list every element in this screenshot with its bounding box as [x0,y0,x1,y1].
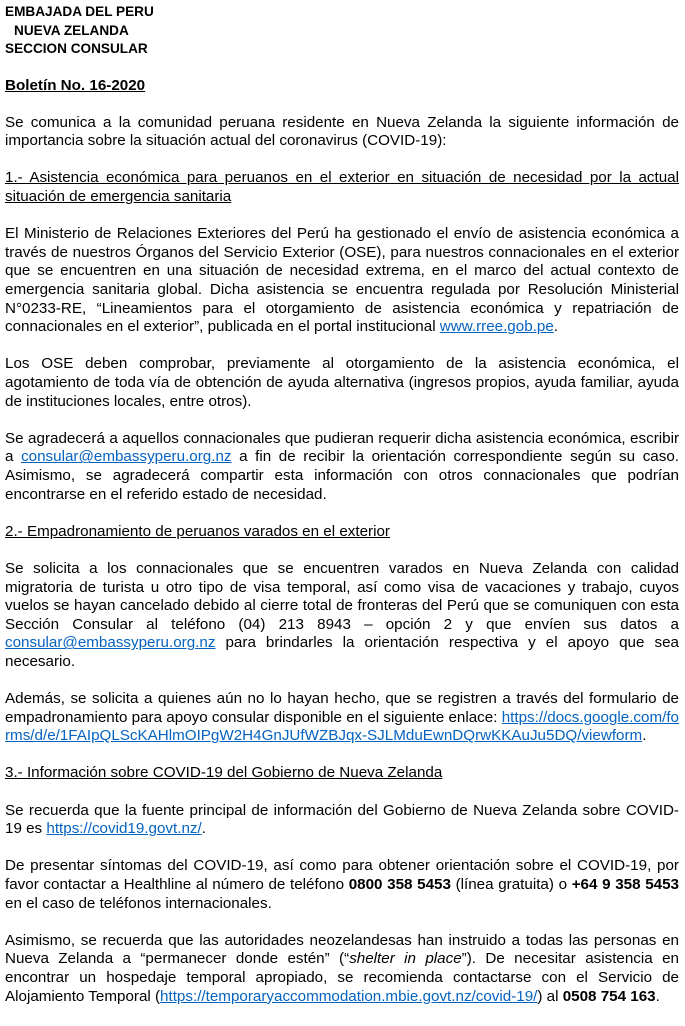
bulletin-title: Boletín No. 16-2020 [5,76,146,94]
section-3-paragraph-3-text-a: Asimismo, se recuerda que las autoridades neozelandesas han instruido a todas las personas en Nueva Zelanda a “permanecer donde estén” (“ [5,931,679,968]
section-1-paragraph-3 [5,430,679,504]
section-3-title: 3.- Información sobre COVID-19 del Gobierno de Nueva Zelanda [5,764,443,782]
shelter-in-place-text: shelter in place [349,950,462,968]
section-1-paragraph-3-text-a: Se agradecerá a aquellos connacionales que pudieran requerir dicha asistencia económica, escribir a [5,429,679,466]
embassy-name: EMBAJADA DEL PERU [5,4,154,19]
temporary-accommodation-link[interactable]: https://temporaryaccommodation.mbie.govt.nz/covid-19/ [160,987,538,1005]
consular-email-link-1[interactable]: consular@embassyperu.org.nz [21,448,232,466]
section-3-paragraph-2-text-a: De presentar síntomas del COVID-19, así como para obtener orientación sobre el COVID-19, por favor contactar a Healthline al número de teléfono [5,857,679,894]
section-1-paragraph-1 [5,225,679,337]
section-1-title: 1.- Asistencia económica para peruanos en el exterior en situación de necesidad por la actual situación de emergencia sanitaria [5,169,679,206]
rree-link[interactable]: www.rree.gob.pe [439,318,554,336]
section-3-paragraph-3 [5,932,679,1006]
section-2-paragraph-1-text-a: Se solicita a los connacionales que se encuentren varados en Nueva Zelanda con calidad migratoria de turista u otro tipo de visa temporal, así como visa de vacaciones y trabajo, cuyos vuelos se hayan cancelado debido al cierre total de fronteras del Perú que se comuniquen con esta Sección Consular al teléfono (04) 213 8943 – opción 2 y que envíen sus datos a [5,559,679,633]
healthline-phone-free: 0800 358 5453 [348,876,451,894]
section-1-paragraph-2: Los OSE deben comprobar, previamente al otorgamiento de la asistencia económica, el agotamiento de toda vía de obtención de ayuda alternativa (ingresos propios, ayuda familiar, ayuda de instituciones locales, entre otros). [5,355,679,410]
section-3-paragraph-3-end: . [655,987,660,1005]
section-3-paragraph-1 [5,802,679,839]
section-2-title: 2.- Empadronamiento de peruanos varados en el exterior [5,522,390,540]
section-3-paragraph-1-text: Se recuerda que la fuente principal de información del Gobierno de Nueva Zelanda sobre COVID-19 es [5,801,679,838]
covid19-govt-link[interactable]: https://covid19.govt.nz/ [46,820,202,838]
section-2-paragraph-2-end: . [642,727,647,745]
section-3-paragraph-3-text-b: ”). De necesitar asistencia en encontrar un hospedaje temporal apropiado, se recomienda contactarse con el Servicio de Alojamiento Temporal ( [5,950,679,1005]
intro-paragraph: Se comunica a la comunidad peruana residente en Nueva Zelanda la siguiente información de importancia sobre la situación actual del coronavirus (COVID-19): [5,113,679,150]
consular-email-link-2[interactable]: consular@embassyperu.org.nz [5,634,216,652]
country-name: NUEVA ZELANDA [14,22,129,38]
section-1-paragraph-1-end: . [553,318,558,336]
accommodation-phone: 0508 754 163 [562,987,656,1005]
section-3-paragraph-2 [5,857,679,913]
google-form-link[interactable]: https://docs.google.com/forms/d/e/1FAIpQLScKAHlmOIPgW2H4GnJUfWZBJqx-SJLMduEwnDQrwKKAuJu5DQ/viewform [5,708,679,745]
section-3-paragraph-3-text-c: ) al [537,987,563,1005]
section-3-paragraph-2-text-b: (línea gratuita) o [450,876,572,894]
section-3-paragraph-2-text-c: en el caso de teléfonos internacionales. [5,894,272,912]
healthline-phone-international: +64 9 358 5453 [571,876,679,894]
section-1-paragraph-3-text-b: a fin de recibir la orientación correspondiente según su caso. Asimismo, se agradecerá compartir esta información con otros connacionales que podrían encontrarse en el referido estado de necesidad. [5,448,680,503]
section-3-paragraph-1-end: . [201,820,206,838]
section-2-paragraph-2 [5,690,679,746]
section-2-paragraph-1 [5,560,679,672]
section-2-paragraph-1-text-b: para brindarles la orientación respectiva y el apoyo que sea necesario. [5,634,679,670]
section-name: SECCION CONSULAR [5,41,148,56]
letterhead [5,3,679,59]
section-1-paragraph-1-text: El Ministerio de Relaciones Exteriores del Perú ha gestionado el envío de asistencia económica a través de nuestros Órganos del Servicio Exterior (OSE), para nuestros connacionales en el exterior que se encuentren en una situación de necesidad extrema, en el marco del actual contexto de emergencia sanitaria global. Dicha asistencia se encuentra regulada por Resolución Ministerial N°0233-RE, “Lineamientos para el otorgamiento de asistencia económica y repatriación de connacionales en el exterior”, publicada en el portal institucional [5,225,679,336]
section-2-paragraph-2-text-a: Además, se solicita a quienes aún no lo hayan hecho, que se registren a través del formulario de empadronamiento para apoyo consular disponible en el siguiente enlace: [5,690,679,726]
